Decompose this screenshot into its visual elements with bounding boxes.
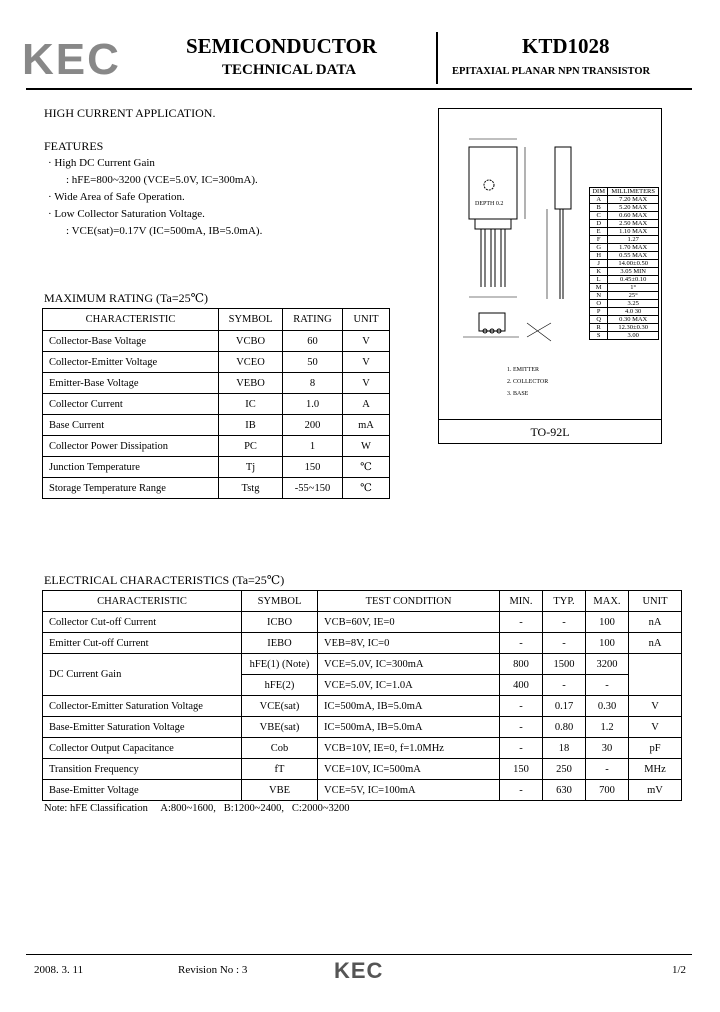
table-row xyxy=(43,696,682,717)
ec-cell: 0.80 xyxy=(543,717,586,738)
mr-cell: Tstg xyxy=(219,478,283,499)
ec-cell: hFE(1) (Note) xyxy=(242,654,318,675)
table-row xyxy=(43,394,390,415)
ec-cell: 250 xyxy=(543,759,586,780)
mr-cell: Tj xyxy=(219,457,283,478)
features-title: FEATURES xyxy=(44,139,104,153)
dim-cell: A xyxy=(590,196,608,204)
table-row xyxy=(43,654,682,675)
ec-cell: 100 xyxy=(586,612,629,633)
mr-cell: W xyxy=(343,436,390,457)
table-row xyxy=(590,244,659,252)
dim-cell: E xyxy=(590,228,608,236)
mr-cell: 150 xyxy=(283,457,343,478)
ec-cell: VBE(sat) xyxy=(242,717,318,738)
package-divider xyxy=(439,419,661,420)
feature-item: : hFE=800~3200 (VCE=5.0V, IC=300mA). xyxy=(66,174,258,186)
hfe-note: Note: hFE Classification A:800~1600, B:1200~2400, C:2000~3200 xyxy=(44,803,350,814)
ec-cell: VCE(sat) xyxy=(242,696,318,717)
ec-cell: DC Current Gain xyxy=(43,654,242,696)
ec-cell: VCB=60V, IE=0 xyxy=(318,612,500,633)
dim-cell: K xyxy=(590,268,608,276)
ec-cell: - xyxy=(500,633,543,654)
table-row xyxy=(590,332,659,340)
table-row xyxy=(590,220,659,228)
ec-cell: - xyxy=(500,696,543,717)
dim-cell: 14.00±0.50 xyxy=(608,260,659,268)
mr-cell: 1.0 xyxy=(283,394,343,415)
dim-cell: 5.20 MAX xyxy=(608,204,659,212)
ec-cell: 800 xyxy=(500,654,543,675)
table-row xyxy=(590,236,659,244)
ec-cell: 1500 xyxy=(543,654,586,675)
table-row xyxy=(590,260,659,268)
pin-3-label: 3. BASE xyxy=(507,391,529,397)
ec-cell: Base-Emitter Voltage xyxy=(43,780,242,801)
dim-cell: P xyxy=(590,308,608,316)
ec-cell: 0.30 xyxy=(586,696,629,717)
ec-cell xyxy=(629,654,682,696)
ec-cell: Collector Cut-off Current xyxy=(43,612,242,633)
mr-cell: IB xyxy=(219,415,283,436)
ec-cell: mV xyxy=(629,780,682,801)
ec-cell: Collector-Emitter Saturation Voltage xyxy=(43,696,242,717)
ec-cell: VCE=10V, IC=500mA xyxy=(318,759,500,780)
ec-cell: 400 xyxy=(500,675,543,696)
ec-cell: 630 xyxy=(543,780,586,801)
table-row xyxy=(590,324,659,332)
dim-cell: 3.25 xyxy=(608,300,659,308)
table-row xyxy=(590,252,659,260)
dim-cell: R xyxy=(590,324,608,332)
dim-cell: L xyxy=(590,276,608,284)
table-row xyxy=(43,331,390,352)
table-row xyxy=(590,276,659,284)
pin-1-label: 1. EMITTER xyxy=(507,367,539,373)
ec-header: MIN. xyxy=(500,591,543,612)
table-row xyxy=(590,204,659,212)
dim-cell: 1.10 MAX xyxy=(608,228,659,236)
table-row xyxy=(590,284,659,292)
depth-label: DEPTH 0.2 xyxy=(475,201,504,207)
mr-cell: 8 xyxy=(283,373,343,394)
part-description: EPITAXIAL PLANAR NPN TRANSISTOR xyxy=(452,66,651,77)
dim-cell: C xyxy=(590,212,608,220)
ec-cell: Cob xyxy=(242,738,318,759)
ec-cell: Emitter Cut-off Current xyxy=(43,633,242,654)
ec-cell: 700 xyxy=(586,780,629,801)
table-row xyxy=(43,373,390,394)
dim-cell: 3.00 xyxy=(608,332,659,340)
ec-cell: ICBO xyxy=(242,612,318,633)
dim-cell: 3.05 MIN xyxy=(608,268,659,276)
dim-cell: Q xyxy=(590,316,608,324)
mr-cell: VCEO xyxy=(219,352,283,373)
mr-cell: V xyxy=(343,352,390,373)
ec-cell: 18 xyxy=(543,738,586,759)
table-row xyxy=(590,212,659,220)
dimension-table xyxy=(589,187,659,340)
table-row xyxy=(43,612,682,633)
dim-cell: 7.20 MAX xyxy=(608,196,659,204)
dim-header: MILLIMETERS xyxy=(608,188,659,196)
table-row xyxy=(43,759,682,780)
table-row xyxy=(43,478,390,499)
footer-page: 1/2 xyxy=(672,964,687,976)
dim-cell: D xyxy=(590,220,608,228)
mr-cell: Junction Temperature xyxy=(43,457,219,478)
application-title: HIGH CURRENT APPLICATION. xyxy=(44,106,216,120)
ec-header: TYP. xyxy=(543,591,586,612)
elec-table xyxy=(42,590,682,801)
mr-cell: Collector Current xyxy=(43,394,219,415)
feature-item: · Low Collector Saturation Voltage. xyxy=(48,208,205,220)
dim-cell: J xyxy=(590,260,608,268)
dim-cell: 0.55 MAX xyxy=(608,252,659,260)
ec-cell: VCE=5.0V, IC=1.0A xyxy=(318,675,500,696)
header-divider xyxy=(436,32,438,84)
mr-cell: A xyxy=(343,394,390,415)
package-drawing xyxy=(438,108,662,444)
ec-cell: hFE(2) xyxy=(242,675,318,696)
mr-cell: PC xyxy=(219,436,283,457)
pin-2-label: 2. COLLECTOR xyxy=(507,379,549,385)
table-row xyxy=(590,300,659,308)
mr-cell: 1 xyxy=(283,436,343,457)
footer-kec-logo: KEC xyxy=(334,958,384,983)
mr-cell: Collector Power Dissipation xyxy=(43,436,219,457)
mr-header: RATING xyxy=(283,309,343,331)
mr-cell: ℃ xyxy=(343,457,390,478)
table-row xyxy=(43,457,390,478)
mr-header: CHARACTERISTIC xyxy=(43,309,219,331)
ec-cell: - xyxy=(586,675,629,696)
ec-cell: VBE xyxy=(242,780,318,801)
ec-cell: 0.17 xyxy=(543,696,586,717)
ec-cell: nA xyxy=(629,612,682,633)
ec-cell: - xyxy=(500,612,543,633)
feature-item: · High DC Current Gain xyxy=(48,157,155,169)
feature-item: : VCE(sat)=0.17V (IC=500mA, IB=5.0mA). xyxy=(66,225,263,237)
table-row xyxy=(590,228,659,236)
ec-cell: Base-Emitter Saturation Voltage xyxy=(43,717,242,738)
ec-header: CHARACTERISTIC xyxy=(43,591,242,612)
dim-cell: H xyxy=(590,252,608,260)
mr-cell: Collector-Base Voltage xyxy=(43,331,219,352)
ec-cell: VCB=10V, IE=0, f=1.0MHz xyxy=(318,738,500,759)
mr-cell: Collector-Emitter Voltage xyxy=(43,352,219,373)
ec-cell: - xyxy=(500,738,543,759)
dim-header: DIM xyxy=(590,188,608,196)
ec-cell: nA xyxy=(629,633,682,654)
table-row xyxy=(43,352,390,373)
mr-cell: 200 xyxy=(283,415,343,436)
ec-header: MAX. xyxy=(586,591,629,612)
dim-cell: B xyxy=(590,204,608,212)
mr-cell: IC xyxy=(219,394,283,415)
ec-cell: 150 xyxy=(500,759,543,780)
dim-cell: O xyxy=(590,300,608,308)
kec-logo: KEC xyxy=(22,35,121,84)
table-row xyxy=(43,415,390,436)
ec-cell: VCE=5.0V, IC=300mA xyxy=(318,654,500,675)
ec-cell: IEBO xyxy=(242,633,318,654)
ec-cell: - xyxy=(543,612,586,633)
table-row xyxy=(590,196,659,204)
mr-header: UNIT xyxy=(343,309,390,331)
max-rating-table xyxy=(42,308,390,499)
dim-cell: 12.30±0.30 xyxy=(608,324,659,332)
dim-cell: 1.27 xyxy=(608,236,659,244)
table-row xyxy=(43,436,390,457)
ec-header: TEST CONDITION xyxy=(318,591,500,612)
mr-cell: Base Current xyxy=(43,415,219,436)
header-rule xyxy=(26,88,692,90)
ec-cell: VEB=8V, IC=0 xyxy=(318,633,500,654)
table-row xyxy=(43,738,682,759)
table-row xyxy=(43,717,682,738)
ec-cell: IC=500mA, IB=5.0mA xyxy=(318,717,500,738)
ec-cell: - xyxy=(586,759,629,780)
ec-cell: 3200 xyxy=(586,654,629,675)
table-row xyxy=(43,780,682,801)
ec-cell: V xyxy=(629,696,682,717)
footer-rule xyxy=(26,954,692,955)
footer-revision: Revision No : 3 xyxy=(178,964,248,976)
footer-date: 2008. 3. 11 xyxy=(34,964,84,976)
ec-cell: 30 xyxy=(586,738,629,759)
ec-cell: - xyxy=(500,717,543,738)
ec-cell: pF xyxy=(629,738,682,759)
part-number: KTD1028 xyxy=(522,34,610,58)
dim-cell: 2.50 MAX xyxy=(608,220,659,228)
mr-cell: ℃ xyxy=(343,478,390,499)
document-type: TECHNICAL DATA xyxy=(222,62,357,78)
table-row xyxy=(590,292,659,300)
ec-cell: V xyxy=(629,717,682,738)
ec-header: UNIT xyxy=(629,591,682,612)
dim-cell: 25° xyxy=(608,292,659,300)
dim-cell: M xyxy=(590,284,608,292)
mr-cell: VEBO xyxy=(219,373,283,394)
mr-cell: mA xyxy=(343,415,390,436)
table-row xyxy=(590,308,659,316)
package-name: TO-92L xyxy=(530,425,570,439)
ec-cell: 1.2 xyxy=(586,717,629,738)
dim-cell: 1° xyxy=(608,284,659,292)
mr-cell: VCBO xyxy=(219,331,283,352)
dim-cell: F xyxy=(590,236,608,244)
mr-cell: 50 xyxy=(283,352,343,373)
feature-item: · Wide Area of Safe Operation. xyxy=(48,191,185,203)
company-title: SEMICONDUCTOR xyxy=(186,34,377,58)
dim-cell: 0.60 MAX xyxy=(608,212,659,220)
mr-header: SYMBOL xyxy=(219,309,283,331)
ec-cell: 100 xyxy=(586,633,629,654)
ec-cell: IC=500mA, IB=5.0mA xyxy=(318,696,500,717)
elec-title: ELECTRICAL CHARACTERISTICS (Ta=25℃) xyxy=(44,573,285,587)
mr-cell: -55~150 xyxy=(283,478,343,499)
ec-header: SYMBOL xyxy=(242,591,318,612)
ec-cell: - xyxy=(543,633,586,654)
dim-cell: 1.70 MAX xyxy=(608,244,659,252)
ec-cell: Transition Frequency xyxy=(43,759,242,780)
table-row xyxy=(590,316,659,324)
mr-cell: Storage Temperature Range xyxy=(43,478,219,499)
ec-cell: Collector Output Capacitance xyxy=(43,738,242,759)
table-row xyxy=(590,268,659,276)
max-rating-title: MAXIMUM RATING (Ta=25℃) xyxy=(44,291,209,305)
ec-cell: MHz xyxy=(629,759,682,780)
dim-cell: S xyxy=(590,332,608,340)
ec-cell: fT xyxy=(242,759,318,780)
mr-cell: V xyxy=(343,331,390,352)
dim-cell: G xyxy=(590,244,608,252)
ec-cell: - xyxy=(543,675,586,696)
ec-cell: - xyxy=(500,780,543,801)
mr-cell: 60 xyxy=(283,331,343,352)
ec-cell: VCE=5V, IC=100mA xyxy=(318,780,500,801)
mr-cell: Emitter-Base Voltage xyxy=(43,373,219,394)
dim-cell: 0.30 MAX xyxy=(608,316,659,324)
dim-cell: 4.0 30 xyxy=(608,308,659,316)
dim-cell: N xyxy=(590,292,608,300)
dim-cell: 0.45±0.10 xyxy=(608,276,659,284)
mr-cell: V xyxy=(343,373,390,394)
table-row xyxy=(43,633,682,654)
